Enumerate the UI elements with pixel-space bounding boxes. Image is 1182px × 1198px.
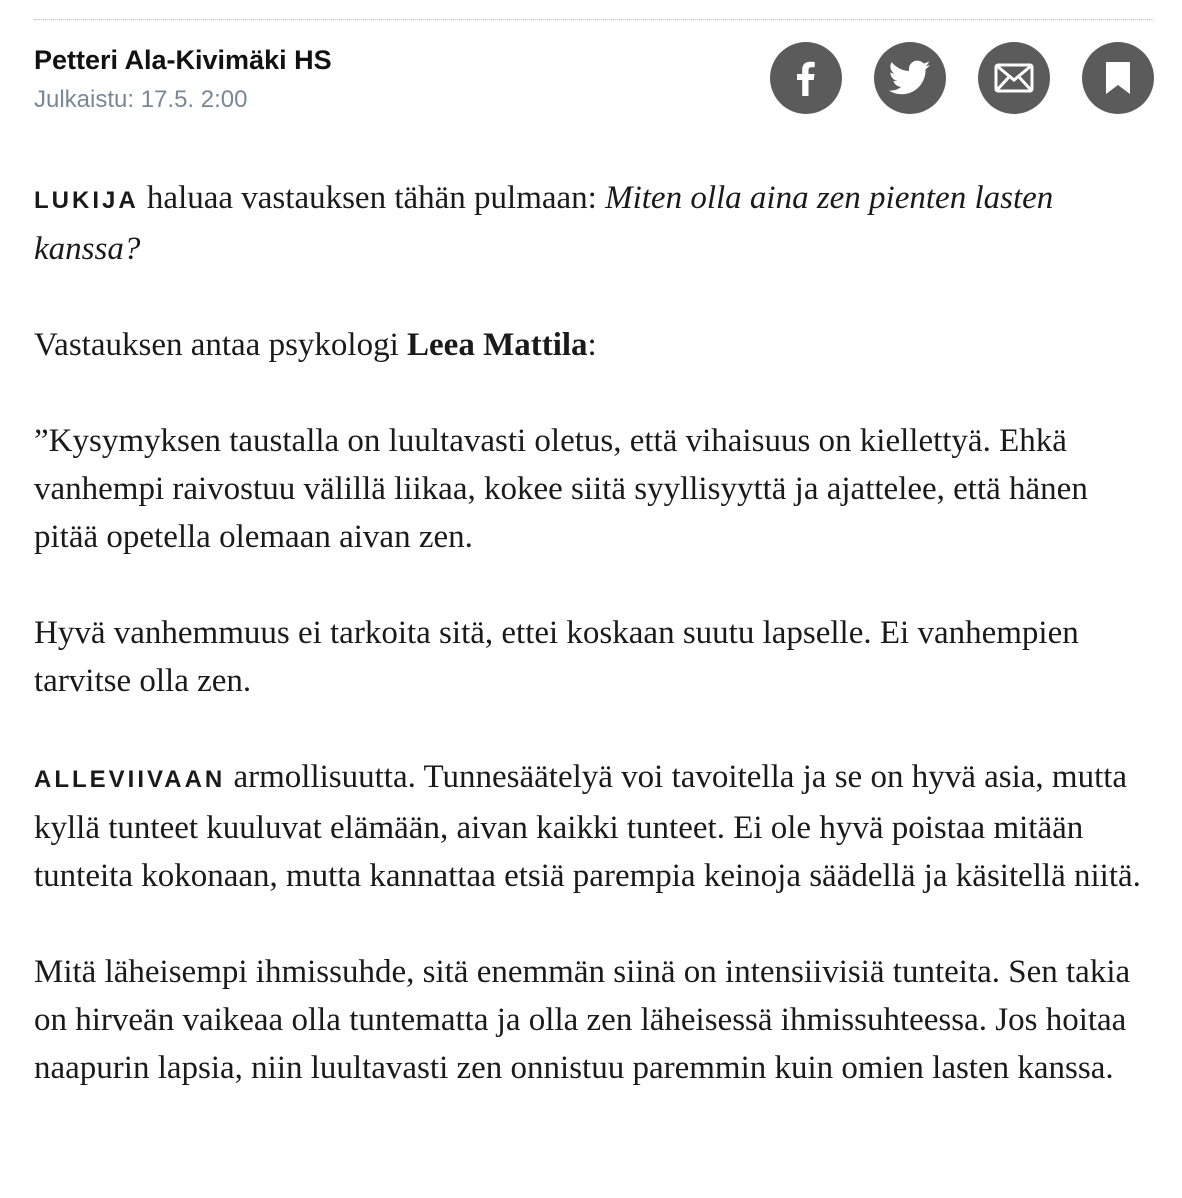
publish-date: Julkaistu: 17.5. 2:00 xyxy=(34,86,248,113)
paragraph-text: haluaa vastauksen tähän pulmaan: xyxy=(138,180,606,216)
paragraph-text: Vastauksen antaa psykologi xyxy=(34,327,408,363)
article-paragraph-2 xyxy=(34,321,1154,369)
article-body xyxy=(34,174,1154,1140)
author-name[interactable]: Petteri Ala-Kivimäki HS xyxy=(34,45,332,75)
lead-word: ALLEVIIVAAN xyxy=(34,766,226,793)
byline xyxy=(34,42,1154,122)
top-divider xyxy=(34,19,1154,20)
article-paragraph-6: Mitä läheisempi ihmissuhde, sitä enemmän siinä on intensiivisiä tunteita. Sen takia on hirveän vaikeaa olla tuntematta ja olla zen läheisessä ihmissuhteessa. Jos hoitaa naapurin lapsia, niin luultavasti zen onnistuu paremmin kuin omien lasten kanssa. xyxy=(34,954,1131,1086)
share-facebook-button[interactable] xyxy=(770,42,842,114)
twitter-icon xyxy=(889,60,931,96)
reader-question: Miten olla aina zen pienten lasten kanssa? xyxy=(34,180,1054,267)
paragraph-text: armollisuutta. Tunnesäätelyä voi tavoitella ja se on hyvä asia, mutta kyllä tunteet kuuluvat elämään, aivan kaikki tunteet. Ei ole hyvä poistaa mitään tunteita kokonaan, mutta kannattaa etsiä parempia keinoja säädellä ja käsitellä niitä. xyxy=(34,759,1141,894)
article-paragraph-5 xyxy=(34,753,1154,900)
share-buttons xyxy=(770,42,1154,114)
article-paragraph-1 xyxy=(34,174,1154,273)
bookmark-icon xyxy=(1104,61,1132,95)
article-paragraph-4: Hyvä vanhemmuus ei tarkoita sitä, ettei koskaan suutu lapselle. Ei vanhempien tarvitse olla zen. xyxy=(34,615,1079,699)
share-email-button[interactable] xyxy=(978,42,1050,114)
expert-name: Leea Mattila xyxy=(407,327,588,363)
share-twitter-button[interactable] xyxy=(874,42,946,114)
article-paragraph-3: ”Kysymyksen taustalla on luultavasti oletus, että vihaisuus on kiellettyä. Ehkä vanhempi raivostuu välillä liikaa, kokee siitä syyllisyyttä ja ajattelee, että hänen pitää opetella olemaan aivan zen. xyxy=(34,423,1088,555)
lead-word: LUKIJA xyxy=(34,187,139,214)
bottom-fade xyxy=(0,1158,1182,1198)
email-icon xyxy=(994,63,1034,93)
paragraph-punctuation: : xyxy=(587,327,597,363)
bookmark-button[interactable] xyxy=(1082,42,1154,114)
facebook-icon xyxy=(786,58,826,98)
